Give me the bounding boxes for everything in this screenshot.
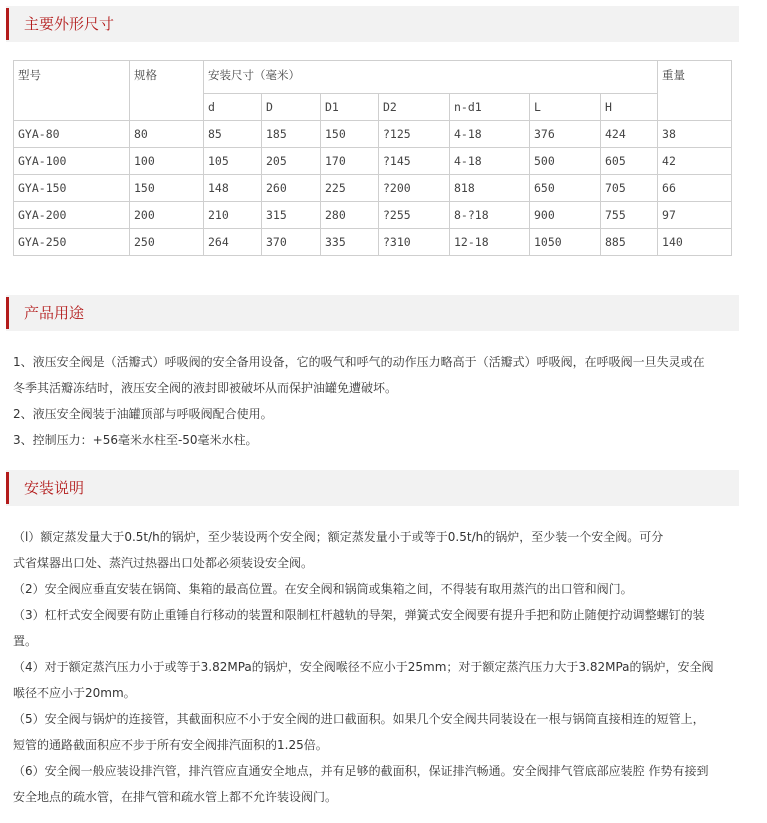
section-accent-bar [6, 297, 9, 329]
install-line: 置。 [13, 634, 38, 648]
header-sub-n-d1: n-d1 [450, 94, 530, 121]
table-cell: 260 [262, 175, 321, 202]
table-cell: GYA-250 [14, 229, 130, 256]
table-row [14, 202, 732, 229]
table-cell: 80 [130, 121, 204, 148]
section-accent-bar [6, 8, 9, 40]
table-row [14, 175, 732, 202]
table-cell: 818 [450, 175, 530, 202]
usage-line: 3、控制压力：+56毫米水柱至-50毫米水柱。 [13, 433, 258, 447]
usage-section-title: 产品用途 [24, 304, 85, 322]
usage-line: 1、液压安全阀是（活瓣式）呼吸阀的安全备用设备，它的吸气和呼气的动作压力略高于（活瓣式）呼吸阀，在呼吸阀一旦失灵或在 [13, 355, 705, 369]
header-sub-L: L [530, 94, 601, 121]
table-cell: 4-18 [450, 148, 530, 175]
header-sub-D: D [262, 94, 321, 121]
table-cell: 105 [204, 148, 262, 175]
table-cell: 335 [321, 229, 379, 256]
header-sub-D2: D2 [379, 94, 450, 121]
table-row [14, 121, 732, 148]
install-line: 喉径不应小于20mm。 [13, 686, 136, 700]
usage-line: 2、液压安全阀装于油罐顶部与呼吸阀配合使用。 [13, 407, 273, 421]
install-line: （6）安全阀一般应装设排汽管，排汽管应直通安全地点，并有足够的截面积，保证排汽畅通。安全阀排气管底部应装腔 作势有接到 [13, 764, 709, 778]
table-cell: 85 [204, 121, 262, 148]
table-cell: 185 [262, 121, 321, 148]
table-cell: 250 [130, 229, 204, 256]
usage-section-header [6, 295, 739, 331]
table-cell: 315 [262, 202, 321, 229]
table-cell: 705 [601, 175, 658, 202]
header-spec: 规格 [130, 61, 204, 121]
install-paragraph [13, 524, 733, 810]
header-sub-d: d [204, 94, 262, 121]
install-line: （3）杠杆式安全阀要有防止重锤自行移动的装置和限制杠杆越轨的导架，弹簧式安全阀要有提升手把和防止随便拧动调整螺钉的装 [13, 608, 705, 622]
table-cell: 500 [530, 148, 601, 175]
table-cell: ?125 [379, 121, 450, 148]
table-cell: 225 [321, 175, 379, 202]
table-cell: 38 [658, 121, 732, 148]
table-cell: 148 [204, 175, 262, 202]
table-cell: 200 [130, 202, 204, 229]
table-cell: 424 [601, 121, 658, 148]
dimensions-section-title: 主要外形尺寸 [24, 15, 115, 33]
dimensions-section-header [6, 6, 739, 42]
table-cell: 650 [530, 175, 601, 202]
install-line: 短管的通路截面积应不步于所有安全阀排汽面积的1.25倍。 [13, 738, 328, 752]
table-cell: 210 [204, 202, 262, 229]
table-cell: 885 [601, 229, 658, 256]
table-cell: GYA-100 [14, 148, 130, 175]
table-cell: 150 [321, 121, 379, 148]
table-cell: 42 [658, 148, 732, 175]
table-cell: GYA-80 [14, 121, 130, 148]
table-cell: 264 [204, 229, 262, 256]
header-install-size: 安装尺寸（毫米） [204, 61, 658, 94]
install-section-title: 安装说明 [24, 479, 85, 497]
header-model: 型号 [14, 61, 130, 121]
table-cell: 140 [658, 229, 732, 256]
table-cell: 1050 [530, 229, 601, 256]
table-cell: 150 [130, 175, 204, 202]
table-cell: 755 [601, 202, 658, 229]
table-cell: 12-18 [450, 229, 530, 256]
table-cell: ?200 [379, 175, 450, 202]
table-cell: 205 [262, 148, 321, 175]
install-line: 式省煤器出口处、蒸汽过热器出口处都必须装设安全阀。 [13, 556, 314, 570]
header-sub-D1: D1 [321, 94, 379, 121]
table-cell: 97 [658, 202, 732, 229]
table-cell: ?145 [379, 148, 450, 175]
dimensions-table [13, 60, 732, 256]
header-sub-H: H [601, 94, 658, 121]
table-cell: 170 [321, 148, 379, 175]
table-cell: 66 [658, 175, 732, 202]
install-section-header [6, 470, 739, 506]
table-cell: 900 [530, 202, 601, 229]
table-cell: 280 [321, 202, 379, 229]
table-cell: GYA-200 [14, 202, 130, 229]
section-accent-bar [6, 472, 9, 504]
table-cell: GYA-150 [14, 175, 130, 202]
table-cell: 4-18 [450, 121, 530, 148]
header-weight: 重量 [658, 61, 732, 121]
install-line: （4）对于额定蒸汽压力小于或等于3.82MPa的锅炉，安全阀喉径不应小于25mm；对于额定蒸汽压力大于3.82MPa的锅炉，安全阀 [13, 660, 714, 674]
table-cell: 8-?18 [450, 202, 530, 229]
install-line: （l）额定蒸发量大于0.5t/h的锅炉，至少装设两个安全阀；额定蒸发量小于或等于0.5t/h的锅炉，至少装一个安全阀。可分 [13, 530, 664, 544]
table-cell: ?310 [379, 229, 450, 256]
table-cell: 370 [262, 229, 321, 256]
usage-line: 冬季其活瓣冻结时，液压安全阀的液封即被破坏从而保护油罐免遭破坏。 [13, 381, 398, 395]
table-row [14, 229, 732, 256]
install-line: （2）安全阀应垂直安装在锅筒、集箱的最高位置。在安全阀和锅筒或集箱之间，不得装有取用蒸汽的出口管和阀门。 [13, 582, 633, 596]
table-cell: 605 [601, 148, 658, 175]
table-cell: 376 [530, 121, 601, 148]
install-line: 安全地点的疏水管，在排气管和疏水管上都不允许装设阀门。 [13, 790, 338, 804]
table-row [14, 148, 732, 175]
table-cell: ?255 [379, 202, 450, 229]
install-line: （5）安全阀与锅炉的连接管，其截面积应不小于安全阀的进口截面积。如果几个安全阀共同装设在一根与锅筒直接相连的短管上， [13, 712, 705, 726]
table-cell: 100 [130, 148, 204, 175]
usage-paragraph [13, 349, 733, 453]
